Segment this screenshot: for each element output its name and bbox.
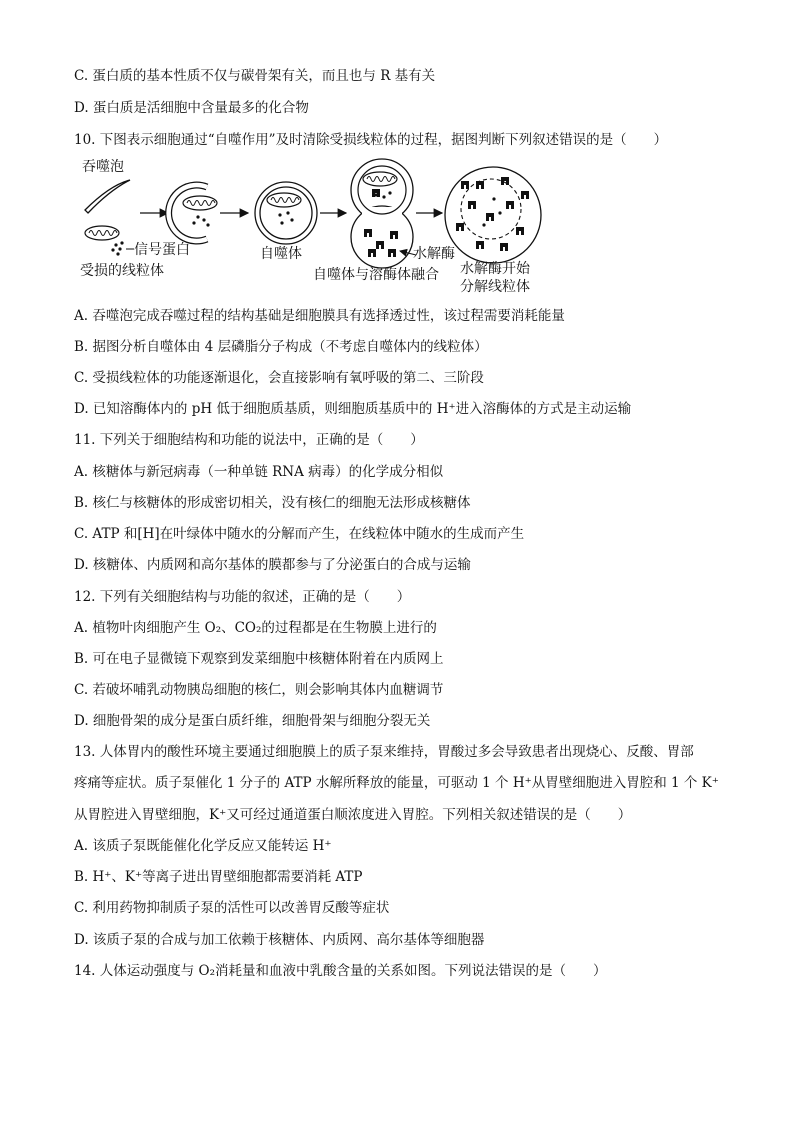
degrade-label-2: 分解线粒体 — [460, 279, 530, 295]
q12-option-a: A. 植物叶肉细胞产生 O₂、CO₂的过程都是在生物膜上进行的 — [74, 620, 437, 636]
q11-option-c: C. ATP 和[H]在叶绿体中随水的分解而产生，在线粒体中随水的生成而产生 — [74, 526, 525, 542]
q11-option-a: A. 核糖体与新冠病毒（一种单链 RNA 病毒）的化学成分相似 — [74, 464, 444, 480]
damaged-mitochondrion — [85, 226, 119, 240]
hydrolase-label: 水解酶 — [413, 246, 455, 262]
autophagy-diagram — [80, 155, 550, 295]
degrading-lysosome — [445, 167, 541, 263]
q13-stem-line-1: 13. 人体胃内的酸性环境主要通过细胞膜上的质子泵来维持，胃酸过多会导致患者出现烧心、反酸、胃部 — [74, 744, 694, 760]
q13-stem-line-2: 疼痛等症状。质子泵催化 1 分子的 ATP 水解所释放的能量，可驱动 1 个 H⁺从胃壁细胞进入胃腔和 1 个 K⁺ — [74, 775, 719, 791]
q13-option-a: A. 该质子泵既能催化化学反应又能转运 H⁺ — [74, 838, 332, 854]
q10-option-a: A. 吞噬泡完成吞噬过程的结构基础是细胞膜具有选择透过性，该过程需要消耗能量 — [74, 308, 565, 324]
q13-option-d: D. 该质子泵的合成与加工依赖于核糖体、内质网、高尔基体等细胞器 — [74, 932, 485, 948]
q11-option-d: D. 核糖体、内质网和高尔基体的膜都参与了分泌蛋白的合成与运输 — [74, 557, 471, 573]
signal-protein-dots — [111, 241, 123, 255]
q12-option-c: C. 若破坏哺乳动物胰岛细胞的核仁，则会影响其体内血糖调节 — [74, 682, 444, 698]
signal-protein-label: 信号蛋白 — [134, 242, 190, 258]
fusion-label: 自噬体与溶酶体融合 — [313, 267, 439, 283]
q11-stem: 11. 下列关于细胞结构和功能的说法中，正确的是（ ） — [74, 432, 424, 448]
q10-option-d: D. 已知溶酶体内的 pH 低于细胞质基质，则细胞质基质中的 H⁺进入溶酶体的方式是主动运输 — [74, 401, 632, 417]
q13-option-c: C. 利用药物抑制质子泵的活性可以改善胃反酸等症状 — [74, 900, 390, 916]
damaged-mito-label: 受损的线粒体 — [80, 263, 164, 279]
q9-option-c: C. 蛋白质的基本性质不仅与碳骨架有关，而且也与 R 基有关 — [74, 68, 436, 84]
q13-option-b: B. H⁺、K⁺等离子进出胃壁细胞都需要消耗 ATP — [74, 869, 363, 885]
q14-stem: 14. 人体运动强度与 O₂消耗量和血液中乳酸含量的关系如图。下列说法错误的是（ ） — [74, 963, 607, 979]
q12-stem: 12. 下列有关细胞结构与功能的叙述，正确的是（ ） — [74, 589, 411, 605]
q10-stem: 10. 下图表示细胞通过“自噬作用”及时清除受损线粒体的过程，据图判断下列叙述错误的是（ ） — [74, 132, 668, 148]
q11-option-b: B. 核仁与核糖体的形成密切相关，没有核仁的细胞无法形成核糖体 — [74, 495, 471, 511]
phagophore-label: 吞噬泡 — [82, 159, 124, 175]
q12-option-b: B. 可在电子显微镜下观察到发菜细胞中核糖体附着在内质网上 — [74, 651, 444, 667]
q12-option-d: D. 细胞骨架的成分是蛋白质纤维，细胞骨架与细胞分裂无关 — [74, 713, 431, 729]
autophagosome-label: 自噬体 — [260, 246, 302, 262]
degrade-label-1: 水解酶开始 — [460, 261, 530, 277]
autophagosome — [255, 182, 317, 244]
q13-stem-line-3: 从胃腔进入胃壁细胞，K⁺又可经过通道蛋白顺浓度进入胃腔。下列相关叙述错误的是（ ） — [74, 807, 632, 823]
mito-in-phagophore — [183, 196, 217, 210]
phagophore-shape — [85, 180, 130, 213]
q9-option-d: D. 蛋白质是活细胞中含量最多的化合物 — [74, 100, 309, 116]
q10-option-b: B. 据图分析自噬体由 4 层磷脂分子构成（不考虑自噬体内的线粒体） — [74, 339, 488, 355]
q10-option-c: C. 受损线粒体的功能逐渐退化，会直接影响有氧呼吸的第二、三阶段 — [74, 370, 484, 386]
